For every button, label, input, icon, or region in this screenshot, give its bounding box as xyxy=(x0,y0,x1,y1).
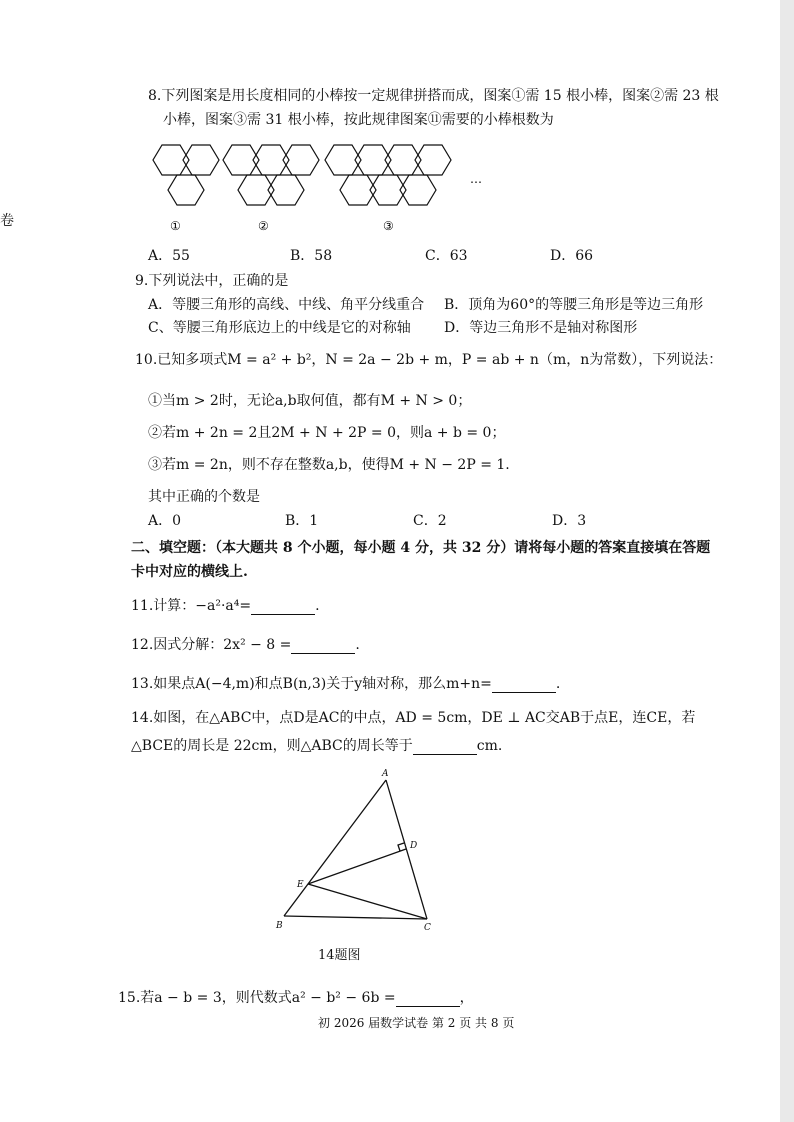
q9-option-a: A．等腰三角形的高线、中线、角平分线重合 xyxy=(148,297,425,313)
q12-end: . xyxy=(355,637,360,653)
page-edge-shadow xyxy=(780,0,794,1122)
q13-text: 13.如果点A(−4,m)和点B(n,3)关于y轴对称，那么m+n= xyxy=(131,676,492,692)
q10-option-d: D．3 xyxy=(552,513,587,529)
q12-text: 12.因式分解：2x² − 8 = xyxy=(131,637,292,653)
q10-option-b: B．1 xyxy=(285,513,319,529)
q9-option-d: D．等边三角形不是轴对称图形 xyxy=(444,320,638,336)
q10-ask: 其中正确的个数是 xyxy=(148,489,260,505)
q10-statement-2: ②若m + 2n = 2且2M + N + 2P = 0，则a + b = 0； xyxy=(148,425,506,441)
q14-stem-line2 xyxy=(131,738,502,755)
q8-stem-line2: 小棒，图案③需 31 根小棒，按此规律图案⑪需要的小棒根数为 xyxy=(163,112,554,128)
page-footer: 初 2026 届数学试卷 第 2 页 共 8 页 xyxy=(318,1016,515,1030)
q14-text: △BCE的周长是 22cm，则△ABC的周长等于 xyxy=(131,738,413,754)
q15-text: 15.若a − b = 3，则代数式a² − b² − 6b = xyxy=(118,990,396,1006)
q9-option-c: C、等腰三角形底边上的中线是它的对称轴 xyxy=(148,320,411,336)
segment-ce xyxy=(308,884,427,919)
q10-option-a: A．0 xyxy=(148,513,182,529)
point-label-d: D xyxy=(410,841,418,851)
q8-fig-label-1: ① xyxy=(170,219,181,233)
q11-answer-blank[interactable] xyxy=(251,600,315,615)
q9-stem: 9.下列说法中，正确的是 xyxy=(135,273,289,289)
q13-answer-blank[interactable] xyxy=(492,678,556,693)
q8-fig-label-3: ③ xyxy=(383,219,394,233)
q8-stem-line1: 8.下列图案是用长度相同的小棒按一定规律拼搭而成，图案①需 15 根小棒，图案②需 23 根 xyxy=(148,88,719,104)
q14-triangle-figure xyxy=(270,768,450,938)
q13 xyxy=(131,676,560,693)
point-label-a: A xyxy=(382,769,389,779)
q10-statement-3: ③若m = 2n，则不存在整数a,b，使得M + N − 2P = 1. xyxy=(148,457,510,473)
q8-ellipsis: … xyxy=(470,172,482,186)
point-label-b: B xyxy=(276,921,283,931)
q8-option-a: A．55 xyxy=(148,248,190,264)
q11 xyxy=(131,598,320,615)
q12 xyxy=(131,637,360,654)
q10-option-c: C．2 xyxy=(413,513,447,529)
point-label-e: E xyxy=(297,880,304,890)
q10-stem: 10.已知多项式M = a² + b²，N = 2a − 2b + m，P = ab + n（m，n为常数），下列说法： xyxy=(135,352,723,368)
q14-unit: cm. xyxy=(476,738,503,754)
q8-option-d: D．66 xyxy=(550,248,594,264)
q14-figure-caption: 14题图 xyxy=(318,948,361,963)
q15-end: ， xyxy=(459,990,474,1006)
segment-de xyxy=(308,849,406,884)
q11-text: 11.计算：−a²·a⁴= xyxy=(131,598,252,614)
q11-end: . xyxy=(315,598,320,614)
segment-ac xyxy=(386,780,427,919)
q15-answer-blank[interactable] xyxy=(396,992,460,1007)
q8-fig-label-2: ② xyxy=(258,219,269,233)
q10-statement-1: ①当m > 2时，无论a,b取何值，都有M + N > 0； xyxy=(148,393,472,409)
q8-option-c: C．63 xyxy=(425,248,468,264)
q13-end: . xyxy=(555,676,561,692)
q15 xyxy=(118,990,474,1007)
margin-mark: 卷 xyxy=(0,213,14,229)
hexagon xyxy=(168,175,204,205)
q12-answer-blank[interactable] xyxy=(291,639,355,654)
q14-stem-line1: 14.如图，在△ABC中，点D是AC的中点，AD = 5cm，DE ⊥ AC交AB于点E，连CE，若 xyxy=(131,710,696,726)
q9-option-b: B．顶角为60°的等腰三角形是等边三角形 xyxy=(444,297,704,313)
section2-heading-line1: 二、填空题：（本大题共 8 个小题，每小题 4 分，共 32 分）请将每小题的答案直接填在答题 xyxy=(131,540,711,556)
q14-answer-blank[interactable] xyxy=(413,740,477,755)
segment-ab xyxy=(284,780,386,916)
segment-bc xyxy=(284,916,427,919)
point-label-c: C xyxy=(424,923,431,933)
section2-heading-line2: 卡中对应的横线上. xyxy=(131,564,248,580)
q8-hexagon-figures xyxy=(140,138,500,238)
q8-option-b: B．58 xyxy=(290,248,333,264)
